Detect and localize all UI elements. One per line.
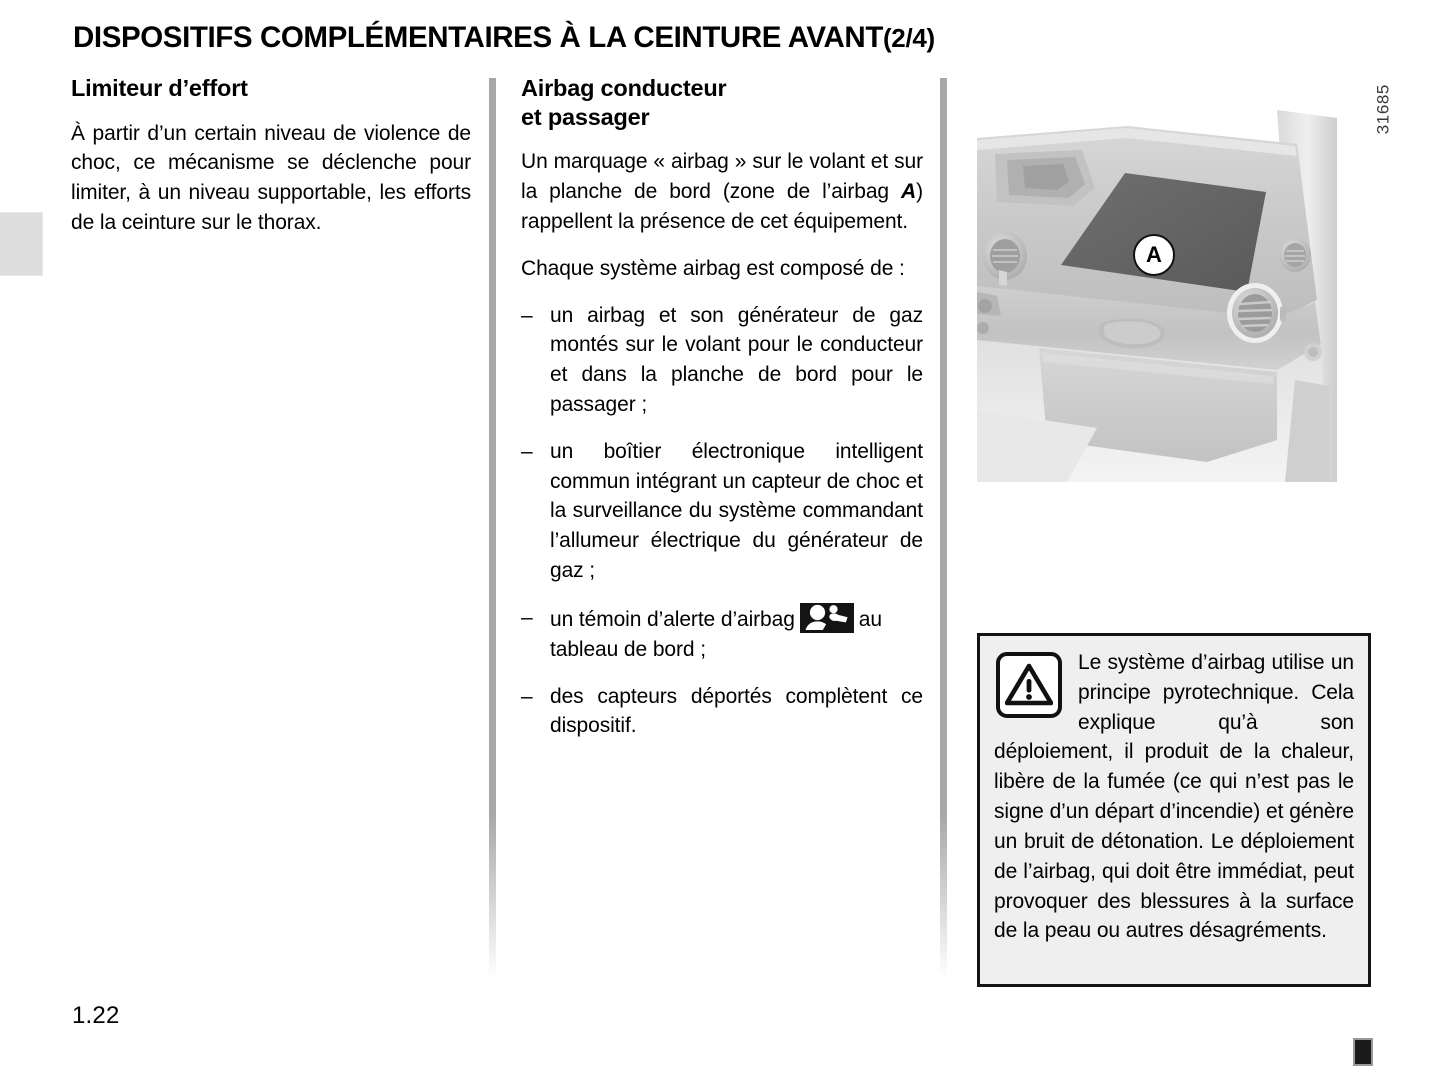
dash-marker: –: [521, 684, 533, 708]
airbag-components-list: [521, 301, 923, 742]
list-item-text-before-icon: un témoin d’alerte d’airbag: [550, 607, 795, 631]
left-edge-tab: [0, 212, 43, 276]
warning-text: Le système d’airbag utilise un principe pyrotechnique. Cela explique qu’à son déploiement, il produit de la chaleur, libère de la fumée (ce qui n’est pas le signe d’un départ d’incendie) et génère un bruit de détonation. Le déploiement de l’airbag, qui doit être immédiat, peut provoquer des blessures à la surface de la peau ou autres désagréments.: [994, 651, 1354, 943]
dash-marker: –: [521, 439, 533, 463]
section-heading-limiteur: Limiteur d’effort: [71, 75, 248, 101]
page-title-text: DISPOSITIFS COMPLÉMENTAIRES À LA CEINTURE AVANT: [73, 21, 883, 54]
page-title: [73, 22, 935, 54]
airbag-paragraph-1: [521, 147, 923, 236]
bottom-right-chapter-tab: [1353, 1038, 1373, 1066]
page-number: 1.22: [72, 1002, 120, 1029]
callout-label-a: A: [1133, 234, 1175, 276]
list-item-text: un airbag et son générateur de gaz montés sur le volant pour le conducteur et dans la planche de bord pour le passager ;: [550, 303, 923, 416]
column-divider-2: [940, 78, 947, 978]
list-item: [521, 301, 923, 420]
list-item-text: un boîtier électronique intelligent commun intégrant un capteur de choc et la surveillance du système commandant l’allumeur électrique du générateur de gaz ;: [550, 439, 923, 583]
list-item-text: des capteurs déportés complètent ce dispositif.: [550, 684, 923, 738]
section-heading-airbag-line2: et passager: [521, 103, 650, 130]
dash-marker: –: [521, 303, 533, 327]
list-item-text-after-icon: au tableau de bord ;: [550, 607, 882, 661]
limiteur-paragraph: À partir d’un certain niveau de violence de choc, ce mécanisme se déclenche pour limiter, à un niveau supportable, les efforts de la ceinture sur le thorax.: [71, 121, 471, 235]
warning-triangle-icon: [996, 652, 1062, 718]
airbag-paragraph-1-part1: Un marquage « airbag » sur le volant et sur la planche de bord (zone de l’airbag: [521, 150, 923, 204]
middle-column: [521, 74, 923, 741]
airbag-warning-light-icon: [800, 603, 854, 633]
list-item: [521, 682, 923, 742]
left-column: [71, 74, 471, 238]
airbag-zone-label: A: [901, 180, 917, 204]
dashboard-photo: [977, 110, 1337, 482]
dash-marker: –: [521, 605, 533, 629]
airbag-paragraph-2: Chaque système airbag est composé de :: [521, 256, 905, 280]
column-divider-1: [489, 78, 496, 978]
warning-box: [977, 633, 1371, 987]
section-heading-airbag: [521, 74, 923, 131]
section-heading-airbag-line1: Airbag conducteur: [521, 75, 727, 101]
page-title-part: (2/4): [882, 23, 935, 53]
airbag-paragraph-1-part2: ) rappellent la présence de cet équipement.: [521, 180, 923, 233]
list-item: [521, 437, 923, 586]
list-item-telltale: [521, 603, 923, 665]
figure-id-label: 31685: [1373, 84, 1392, 135]
figure-dashboard: [977, 78, 1392, 482]
